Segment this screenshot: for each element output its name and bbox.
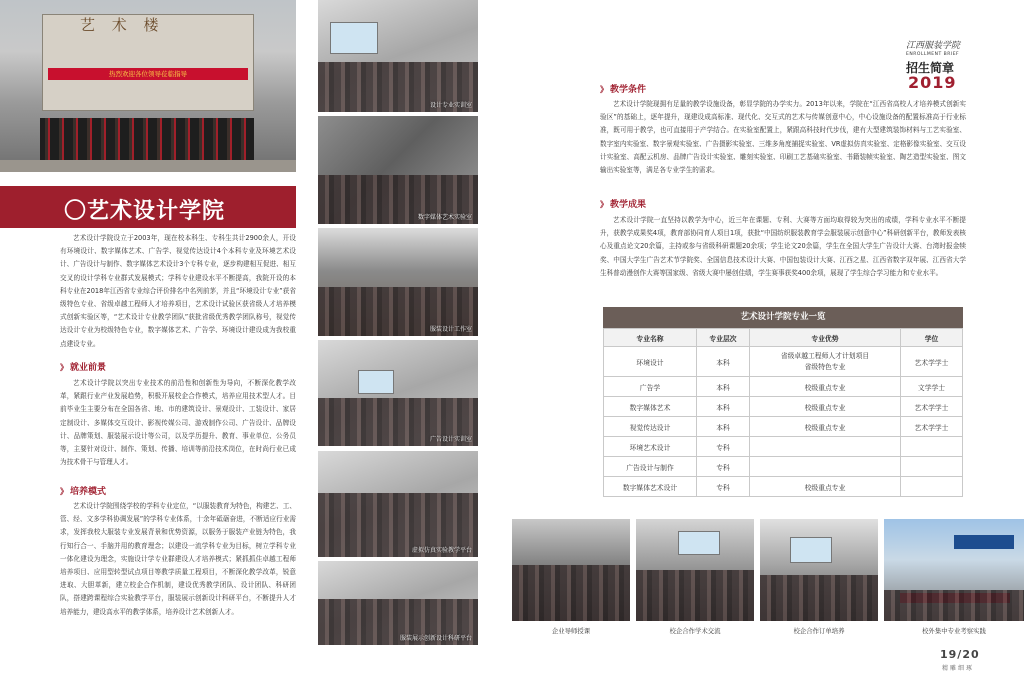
photo-caption: 服装设计工作室 — [429, 326, 472, 333]
building-sign — [954, 535, 1014, 549]
projection-screen — [358, 370, 394, 394]
major-degree — [901, 437, 963, 457]
bottom-photo-1 — [512, 519, 630, 621]
major-advantage — [750, 437, 901, 457]
table-row — [604, 397, 963, 417]
majors-table-title: 艺术设计学院专业一览 — [603, 307, 963, 328]
page-footer: 精雕细琢 — [942, 665, 975, 672]
major-level: 本科 — [697, 397, 750, 417]
table-row — [604, 477, 963, 497]
major-advantage: 校级重点专业 — [750, 477, 901, 497]
major-level: 专科 — [697, 437, 750, 457]
employment-text: 艺术设计学院以突出专业技术的前沿性和创新性为导向，不断深化教学改革，紧跟行业产业发展趋势，积极开展校企合作模式，培养应用技术型人才。目前毕业生主要分布在全国各省、地、市的建筑设计、景观设计、工装设计、家居定制设计、多媒体交互设计、影视传媒公司、游戏制作公司、广告设计、品牌设计、品牌策划、服装展示设计等公司，以及学历提升、教育、事业单位、公务员等，主要针对设计、制作、策划、传播、培训等前沿技术岗位，在时尚行业已成为技术骨干与管理人才。 — [60, 379, 296, 467]
photo-caption: 广告设计实训室 — [429, 436, 472, 443]
photo-caption: 虚拟仿真实验教学平台 — [411, 547, 472, 554]
major-advantage: 校级重点专业 — [750, 397, 901, 417]
conditions-text: 艺术设计学院现拥有足量的教学设施设备，彰显学院的办学实力。2013年以来，学院在“江西省高校人才培养模式创新实验区”的基础上，逐年提升，现建设成高标准、现代化、交互式的艺术与传媒创意中心，中心设施设备的配置标准高于行业标准，既可用于教学，也可直接用于产学结合。在实验室配置上，紧跟高科技时代步伐，建有大型建筑装饰材料与工艺实验室、数字室内实验室、数字景观实验室、广告摄影实验室、三维多角度捕捉实验室、VR虚拟仿真实验室、定格影像实验室、交互设计实验室、高配云机房、品牌广告设计实验室、雕刻实验室、印刷工艺基础实验室、书籍装帧实验室、陶艺造型实验室、图文输出实验室等，满足各专业学生的需求。 — [600, 100, 966, 175]
column-header: 专业优势 — [750, 329, 901, 347]
students — [636, 570, 754, 621]
logo-main: 招生简章 — [906, 61, 955, 75]
heading-mark: 》 — [60, 487, 68, 496]
bottom-photo-3 — [760, 519, 878, 621]
students — [760, 575, 878, 621]
employment-title: 就业前景 — [70, 363, 107, 373]
training-title: 培养模式 — [70, 487, 107, 497]
table-row — [604, 437, 963, 457]
table-row — [604, 457, 963, 477]
classroom-photo-1 — [318, 0, 478, 112]
brochure-logo — [900, 38, 980, 94]
building-steps — [0, 160, 296, 172]
major-name: 数字媒体艺术设计 — [604, 477, 697, 497]
bottom-caption: 校外集中专业考察实践 — [922, 627, 986, 635]
students — [512, 565, 630, 621]
photo-caption: 设计专业实训室 — [429, 102, 472, 109]
classroom-photo-5 — [318, 451, 478, 557]
major-level: 本科 — [697, 377, 750, 397]
major-name: 广告设计与制作 — [604, 457, 697, 477]
bottom-photo-4 — [884, 519, 1024, 621]
heading-mark: 》 — [600, 85, 608, 94]
major-level: 专科 — [697, 457, 750, 477]
classroom-photo-4 — [318, 340, 478, 446]
results-heading — [600, 197, 646, 210]
major-level: 专科 — [697, 477, 750, 497]
classroom-photo-2 — [318, 116, 478, 224]
training-text: 艺术设计学院围绕学校的学科专业定位，“以服装教育为特色，构建艺、工、管、经、文多学科协调发展”的学科专业体系，十余年砥砺奋进，不断适应行业需求，发挥我校大服装专业发展背景和优势资源，以服务于服装产业链为特色，我行知行合一、手脑并用的教育理念；以建设一流学科专业为目标，树立学科专业一体化建设为理念，实施设计学专业群建设人才培养模式；紧抓抓住卓越工程师培养项目、应用型转型试点项目等教学质量工程项目，不断深化教学改革，锐意进取、大胆革新，建立校企合作机制，建设优秀教学团队、设计团队、科研团队，搭建跨课程综合实验教学平台，服装展示创新设计科研平台，不断提升人才培养能力，建设高水平的教学体系，培养设计艺术创新人才。 — [60, 502, 296, 616]
major-advantage: 省级卓越工程师人才计划项目 省级特色专业 — [750, 347, 901, 377]
classroom-photo-6 — [318, 561, 478, 645]
major-degree: 艺术学学士 — [901, 347, 963, 377]
major-advantage — [750, 457, 901, 477]
bottom-caption: 企业导师授课 — [551, 627, 591, 635]
employment-heading — [60, 360, 106, 373]
major-name: 视觉传达设计 — [604, 417, 697, 437]
heading-mark: 》 — [60, 363, 68, 372]
bottom-caption: 校企合作订单培养 — [793, 627, 845, 635]
column-header: 专业层次 — [697, 329, 750, 347]
training-heading — [60, 484, 106, 497]
table-row — [604, 377, 963, 397]
projection-screen — [678, 531, 720, 555]
table-row — [604, 417, 963, 437]
major-degree — [901, 457, 963, 477]
major-name: 环境设计 — [604, 347, 697, 377]
college-title: 〇艺术设计学院 — [64, 199, 226, 224]
column-header: 学位 — [901, 329, 963, 347]
results-title: 教学成果 — [610, 200, 647, 210]
major-level: 本科 — [697, 417, 750, 437]
major-advantage: 校级重点专业 — [750, 377, 901, 397]
classroom-photo-3 — [318, 228, 478, 336]
bottom-photo-2 — [636, 519, 754, 621]
conditions-title: 教学条件 — [610, 85, 647, 95]
major-degree — [901, 477, 963, 497]
intro-text: 艺术设计学院设立于2003年，现在校本科生、专科生共计2900余人，开设有环境设计、数字媒体艺术、广告学、视觉传达设计4个本科专业及环境艺术设计、广告设计与制作、数字媒体艺术设计3个专科专业，逐步构建相互促进、相互交叉的设计学科专业群式发展模式；学科专业建设水平不断提高，我院开设的本科专业在2018年江西省专业综合评价排名中名列前茅，并且“环境设计专业”获省级特色专业、省级卓越工程师人才培养项目，艺术设计试验区获省级人才培养模式创新实验区等，“艺术设计专业教学团队”获批省级优秀教学团队称号，视觉传达设计专业为校级特色专业，数字媒体艺术、广告学、环境设计建设成为我校重点建设专业。 — [60, 234, 296, 348]
students — [884, 590, 1024, 621]
photo-caption: 数字媒体艺术实验室 — [417, 214, 472, 221]
photo-caption: 服装展示创新设计科研平台 — [399, 635, 472, 642]
bottom-caption: 校企合作学术交流 — [669, 627, 721, 635]
major-level: 本科 — [697, 347, 750, 377]
logo-script: 江西服装学院 — [906, 41, 961, 51]
major-name: 环境艺术设计 — [604, 437, 697, 457]
major-degree: 文学学士 — [901, 377, 963, 397]
building-banner: 热烈欢迎各位领导莅临指导 — [48, 68, 248, 80]
college-title-bar — [0, 186, 296, 228]
column-header: 专业名称 — [604, 329, 697, 347]
page-number: 19/20 — [940, 648, 980, 661]
table-header-row — [604, 329, 963, 347]
projection-screen — [330, 22, 378, 54]
projection-screen — [790, 537, 832, 563]
results-text: 艺术设计学院一直坚持以教学为中心，近三年在课题、专利、大赛等方面均取得较为突出的成绩，学科专业水平不断提升，获教学成果奖4项，教育部协同育人项目1项，获批“中国纺织服装教育学会服装展示创意中心”科研创新平台，教师发表核心及重点论文20余篇，主持或参与省级科研课题20余项；学生论文20余篇，学生在全国大学生广告设计大赛、台湾时报金犊奖、中国大学生广告艺术节学院奖、全国信息技术设计大赛、中国包装设计大赛、江西之星、江西省数字双年展、江西省大学生科普动漫创作大赛等国家级、省级大赛中屡创佳绩，学生赛事获奖400余项，展现了学生综合学习能力和专业水平。 — [600, 216, 966, 277]
building-sign: 艺 术 楼 — [80, 16, 165, 34]
major-name: 数字媒体艺术 — [604, 397, 697, 417]
major-degree: 艺术学学士 — [901, 397, 963, 417]
major-degree: 艺术学学士 — [901, 417, 963, 437]
major-advantage: 校级重点专业 — [750, 417, 901, 437]
logo-small: ENROLLMENT BRIEF — [906, 52, 960, 57]
graduates-group — [40, 118, 254, 162]
logo-year: 2019 — [908, 73, 957, 92]
conditions-heading — [600, 82, 646, 95]
heading-mark: 》 — [600, 200, 608, 209]
table-row — [604, 347, 963, 377]
major-name: 广告学 — [604, 377, 697, 397]
building-photo — [0, 0, 296, 172]
majors-table — [603, 328, 963, 497]
